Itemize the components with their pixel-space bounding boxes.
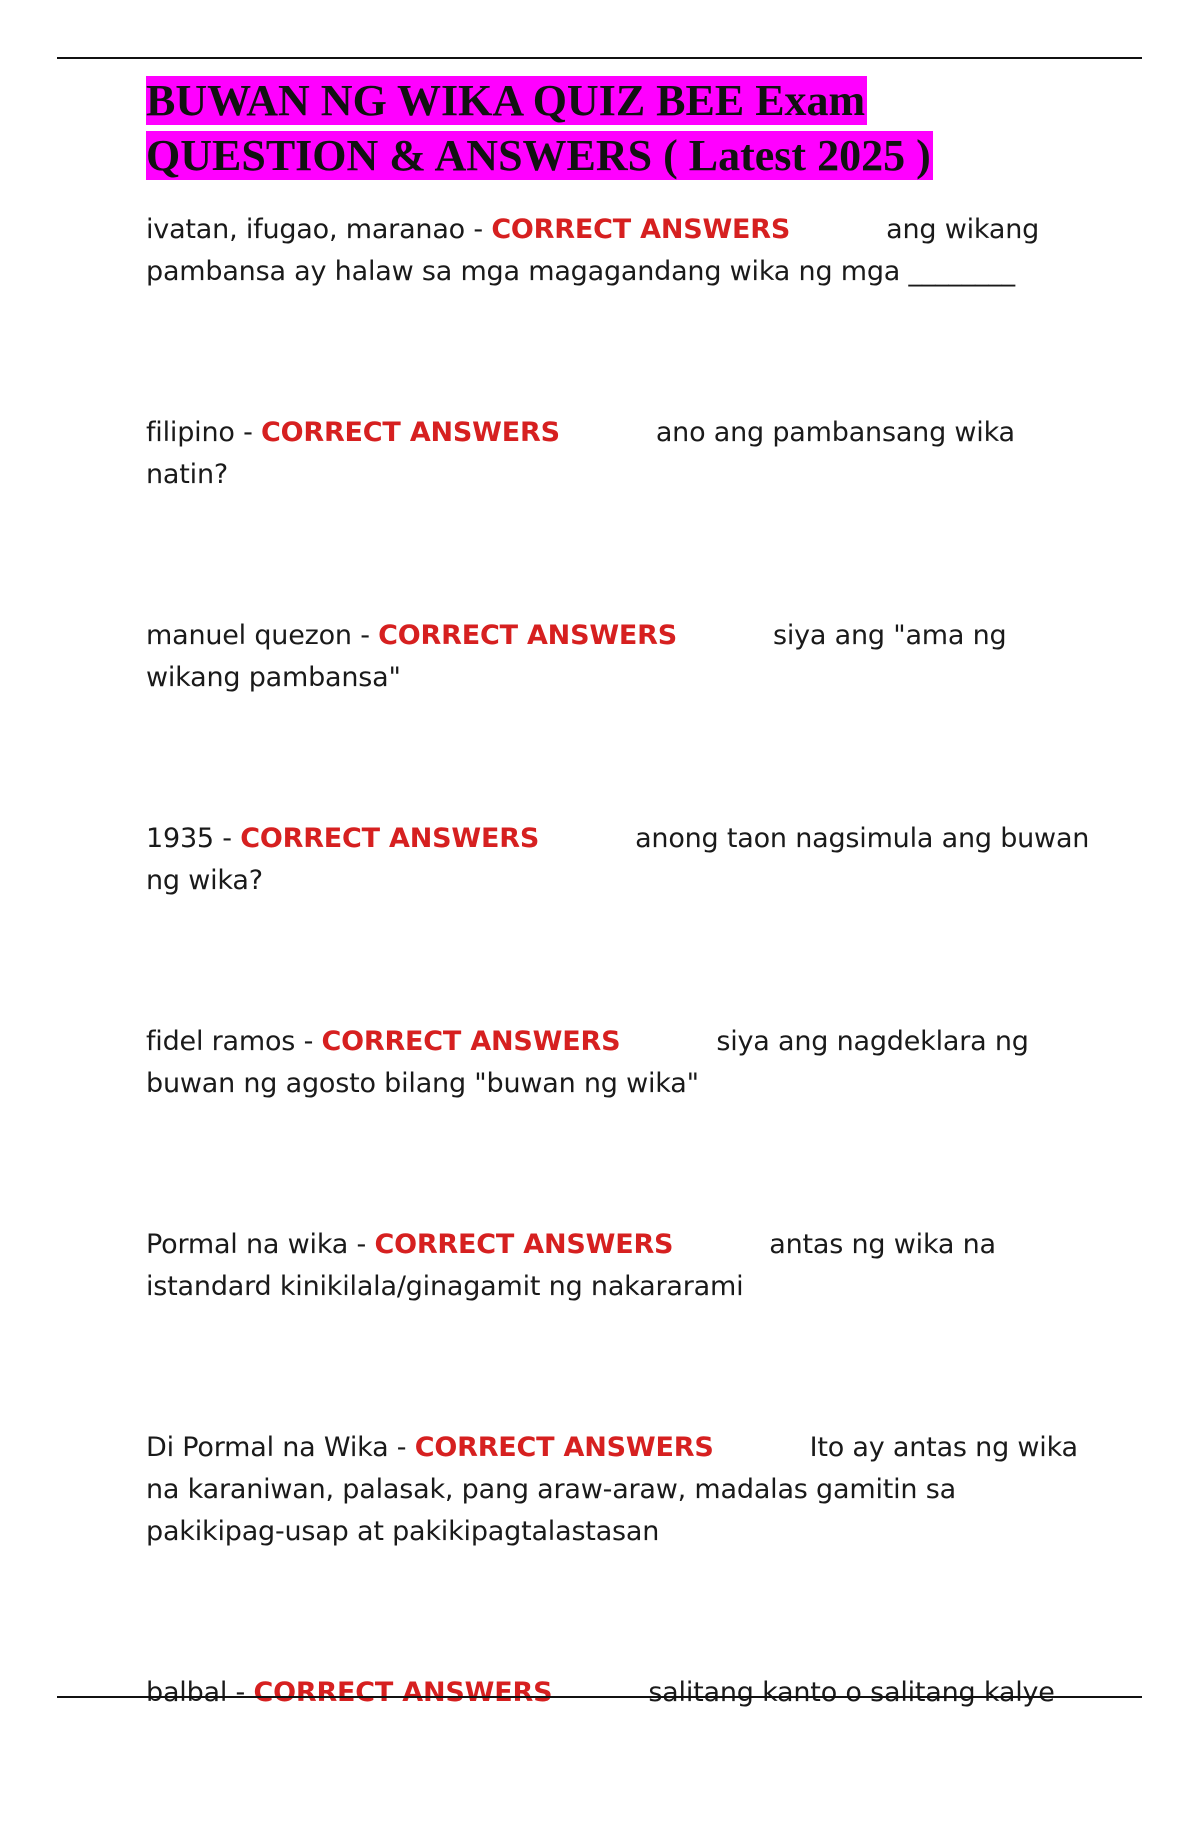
top-rule [57, 57, 1142, 59]
separator: - [234, 417, 261, 448]
qa-item [146, 1672, 1096, 1714]
question-text: antas ng wika na istandard kinikilala/ginagamit ng nakararami [146, 1229, 996, 1302]
separator: - [388, 1432, 415, 1463]
correct-answers-label: CORRECT ANSWERS [374, 1229, 674, 1260]
separator: - [348, 1229, 375, 1260]
qa-item [146, 1224, 1096, 1308]
separator: - [465, 214, 492, 245]
question-text: siya ang "ama ng wikang pambansa" [146, 620, 1007, 693]
separator: - [213, 823, 241, 854]
bottom-rule [57, 1696, 1142, 1698]
title-line-1: BUWAN NG WIKA QUIZ BEE Exam [146, 76, 866, 125]
separator: - [227, 1677, 254, 1708]
qa-item [146, 615, 1096, 699]
answer-text: Pormal na wika [146, 1229, 349, 1260]
question-text: Ito ay antas ng wika na karaniwan, palasak, pang araw-araw, madalas gamitin sa pakikipag-usap at pakikipagtalastasan [146, 1432, 1078, 1547]
qa-list [146, 209, 1096, 1833]
correct-answers-label: CORRECT ANSWERS [321, 1026, 621, 1057]
title-line-2: QUESTION & ANSWERS ( Latest 2025 ) [146, 131, 931, 180]
answer-text: Di Pormal na Wika [146, 1432, 389, 1463]
correct-answers-label: CORRECT ANSWERS [414, 1432, 714, 1463]
correct-answers-label: CORRECT ANSWERS [240, 823, 540, 854]
answer-text: balbal [146, 1677, 228, 1708]
question-text: ano ang pambansang wika natin? [146, 417, 1015, 490]
correct-answers-label: CORRECT ANSWERS [261, 417, 560, 448]
page-title [146, 73, 1106, 183]
separator: - [351, 620, 379, 651]
correct-answers-label: CORRECT ANSWERS [253, 1677, 553, 1708]
answer-text: filipino [146, 417, 235, 448]
correct-answers-label: CORRECT ANSWERS [378, 620, 677, 651]
answer-text: ivatan, ifugao, maranao [146, 214, 465, 245]
question-text: ang wikang pambansa ay halaw sa mga magagandang wika ng mga ________ [146, 214, 1040, 287]
answer-text: manuel quezon [146, 620, 352, 651]
qa-item [146, 412, 1096, 496]
answer-text: 1935 [146, 823, 214, 854]
qa-item [146, 209, 1096, 293]
answer-text: fidel ramos [146, 1026, 296, 1057]
correct-answers-label: CORRECT ANSWERS [491, 214, 791, 245]
qa-item [146, 1021, 1096, 1105]
question-text: anong taon nagsimula ang buwan ng wika? [146, 823, 1090, 896]
separator: - [295, 1026, 322, 1057]
qa-item [146, 1427, 1096, 1553]
question-text: salitang kanto o salitang kalye [648, 1677, 1055, 1708]
question-text: siya ang nagdeklara ng buwan ng agosto bilang "buwan ng wika" [146, 1026, 1029, 1099]
qa-item [146, 818, 1096, 902]
